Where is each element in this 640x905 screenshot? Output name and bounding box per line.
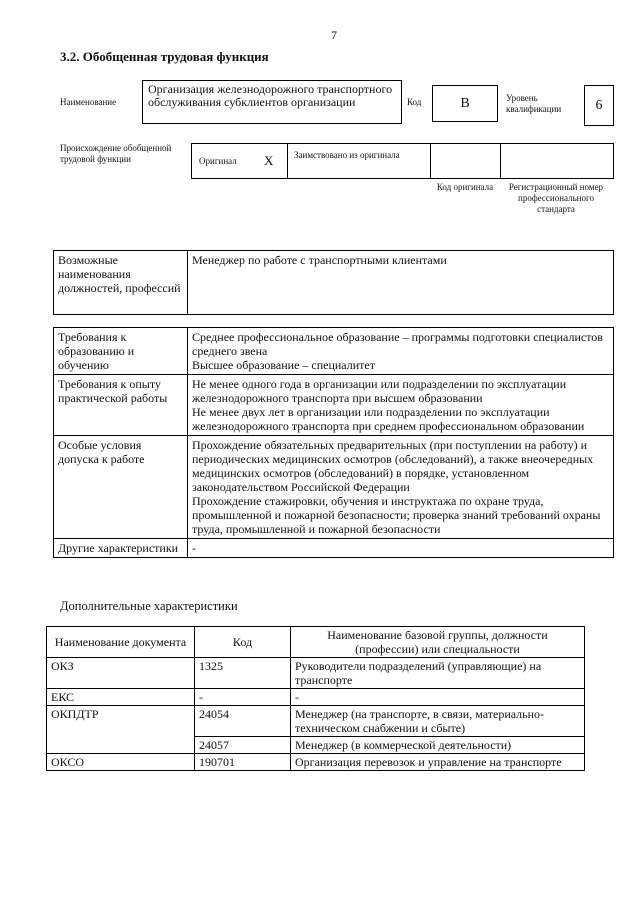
divider [500,144,501,178]
requirement-label: Требования к образованию и обучению [54,328,188,375]
level-label: Уровень квалификации [506,93,562,114]
table-row [47,658,585,689]
requirement-row [54,328,614,375]
name-cell: Организация перевозок и управление на транспорте [291,754,585,771]
requirement-line: - [192,541,196,555]
doc-cell: ОКСО [47,754,195,771]
requirement-label: Особые условия допуска к работе [54,436,188,539]
reg-number-label: Регистрационный номер профессионального стандарта [508,182,604,214]
doc-cell: ЕКС [47,689,195,706]
divider [430,144,431,178]
name-cell: Менеджер (на транспорте, в связи, материально-техническом снабжении и сбыте) [291,706,585,737]
column-header: Наименование документа [47,627,195,658]
origin-box [191,143,614,179]
name-cell: Руководители подразделений (управляющие) на транспорте [291,658,585,689]
code-cell: 1325 [195,658,291,689]
requirement-row [54,436,614,539]
code-cell: 190701 [195,754,291,771]
requirement-value [188,328,614,375]
table-row [47,754,585,771]
requirements-table [53,327,614,558]
requirement-line: Не менее двух лет в организации или подразделении по эксплуатации железнодорожного транспорта при среднем профессиональном образовании [192,405,585,433]
requirement-label: Другие характеристики [54,539,188,558]
page-number: 7 [331,28,337,42]
borrowed-label: Заимствовано из оригинала [294,150,400,160]
original-mark: X [264,153,274,168]
original-label: Оригинал [199,156,237,166]
requirement-label: Требования к опыту практической работы [54,375,188,436]
positions-label: Возможные наименования должностей, профессий [54,251,188,315]
additional-table [46,626,585,771]
name-cell: Менеджер (в коммерческой деятельности) [291,737,585,754]
additional-title: Дополнительные характеристики [60,599,238,613]
doc-cell: ОКПДТР [47,706,195,754]
divider [287,144,288,178]
requirement-row [54,375,614,436]
code-original-label: Код оригинала [436,182,494,192]
requirement-line: Прохождение обязательных предварительных (при поступлении на работу) и периодических медицинских осмотров (обследований), а также внеочередных медицинских осмотров (обследований) в порядке, установленном законодательством Российской Федерации [192,438,594,494]
origin-label: Происхождение обобщенной трудовой функции [60,143,172,164]
table-header [47,627,585,658]
doc-cell: ОКЗ [47,658,195,689]
qualification-level: 6 [584,85,614,126]
positions-table [53,250,614,315]
function-name: Организация железнодорожного транспортного обслуживания субклиентов организации [142,80,402,124]
column-header: Наименование базовой группы, должности (профессии) или специальности [291,627,585,658]
positions-value: Менеджер по работе с транспортными клиентами [188,251,614,315]
code-label: Код [407,97,422,107]
code-cell: 24057 [195,737,291,754]
requirement-value [188,539,614,558]
requirement-line: Не менее одного года в организации или подразделении по эксплуатации железнодорожного транспорта при высшем образовании [192,377,567,405]
table-row [47,706,585,737]
requirement-line: Высшее образование – специалитет [192,358,375,372]
section-title: 3.2. Обобщенная трудовая функция [60,49,269,64]
column-header: Код [195,627,291,658]
requirement-value [188,436,614,539]
requirement-line: Среднее профессиональное образование – программы подготовки специалистов среднего звена [192,330,603,358]
code-cell: - [195,689,291,706]
requirement-value [188,375,614,436]
requirement-row [54,539,614,558]
requirement-line: Прохождение стажировки, обучения и инструктажа по охране труда, промышленной и пожарной безопасности; проверка знаний требований охраны труда, промышленной и пожарной безопасности [192,494,601,536]
table-row [47,689,585,706]
name-label: Наименование [60,97,117,107]
function-code: B [432,85,498,122]
name-cell: - [291,689,585,706]
code-cell: 24054 [195,706,291,737]
